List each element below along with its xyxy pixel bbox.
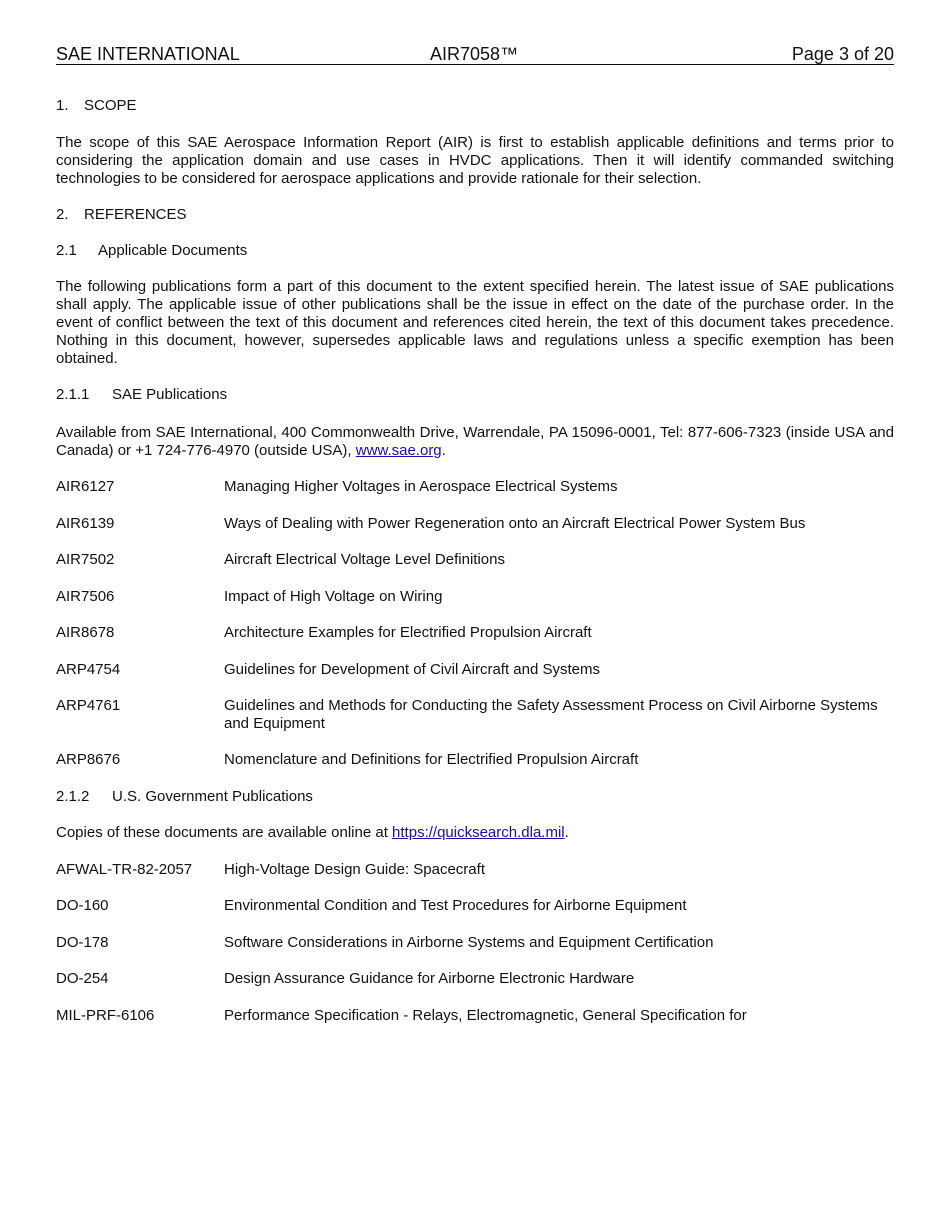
- reference-title: Guidelines for Development of Civil Aircraft and Systems: [224, 661, 600, 678]
- section-number: 2.1.1: [56, 386, 90, 403]
- intro-text: Available from SAE International, 400 Commonwealth Drive, Warrendale, PA 15096-0001, Tel: 877-606-7323 (inside USA and Canada) or +1 724-776-4970 (outside USA),: [56, 424, 894, 459]
- section-title: Applicable Documents: [98, 242, 248, 259]
- reference-id: MIL-PRF-6106: [56, 1007, 155, 1024]
- section-heading-applicable-documents: [56, 242, 894, 260]
- section-heading-government-publications: [56, 788, 894, 806]
- reference-title: High-Voltage Design Guide: Spacecraft: [224, 861, 485, 878]
- page-header: [56, 44, 894, 65]
- section-heading-scope: [56, 97, 894, 115]
- section-heading-references: [56, 206, 894, 224]
- reference-title: Design Assurance Guidance for Airborne Electronic Hardware: [224, 970, 635, 987]
- sae-publications-intro: [56, 424, 894, 460]
- section-heading-sae-publications: [56, 386, 894, 404]
- reference-title: Nomenclature and Definitions for Electrified Propulsion Aircraft: [224, 751, 639, 768]
- reference-title: Software Considerations in Airborne Systems and Equipment Certification: [224, 934, 714, 951]
- reference-id: AFWAL-TR-82-2057: [56, 861, 193, 878]
- section-title: SCOPE: [84, 97, 137, 114]
- header-org: SAE INTERNATIONAL: [56, 44, 240, 64]
- reference-id: AIR8678: [56, 624, 115, 641]
- reference-title: Performance Specification - Relays, Electromagnetic, General Specification for: [224, 1007, 747, 1024]
- reference-id: ARP4761: [56, 697, 121, 714]
- quicksearch-link[interactable]: https://quicksearch.dla.mil: [392, 824, 565, 841]
- reference-id: DO-178: [56, 934, 109, 951]
- reference-id: AIR7502: [56, 551, 115, 568]
- applicable-documents-paragraph: The following publications form a part of this document to the extent specified herein. The latest issue of SAE publications shall apply. The applicable issue of other publications shall be the issue in effect on the date of the purchase order. In the event of conflict between the text of this document and references cited herein, the text of this document takes precedence. Nothing in this document, however, supersedes applicable laws and regulations unless a specific exemption has been obtained.: [56, 278, 894, 367]
- reference-title: Environmental Condition and Test Procedures for Airborne Equipment: [224, 897, 687, 914]
- reference-title: Guidelines and Methods for Conducting the Safety Assessment Process on Civil Airborne Systems and Equipment: [224, 697, 878, 732]
- reference-id: AIR6139: [56, 515, 115, 532]
- government-publications-intro: [56, 824, 894, 842]
- reference-title: Managing Higher Voltages in Aerospace Electrical Systems: [224, 478, 618, 495]
- reference-id: ARP4754: [56, 661, 121, 678]
- reference-id: DO-160: [56, 897, 109, 914]
- reference-id: DO-254: [56, 970, 109, 987]
- intro-period: .: [564, 824, 569, 841]
- header-doc-id: AIR7058™: [430, 44, 519, 64]
- section-title: REFERENCES: [84, 206, 187, 223]
- reference-id: AIR6127: [56, 478, 115, 495]
- reference-id: ARP8676: [56, 751, 121, 768]
- reference-title: Aircraft Electrical Voltage Level Definitions: [224, 551, 505, 568]
- reference-title: Architecture Examples for Electrified Propulsion Aircraft: [224, 624, 592, 641]
- section-title: U.S. Government Publications: [112, 788, 313, 805]
- scope-paragraph: The scope of this SAE Aerospace Information Report (AIR) is first to establish applicable definitions and terms prior to considering the application domain and use cases in HVDC applications. Then it will identify commanded switching technologies to be considered for aerospace applications and provide rationale for their selection.: [56, 134, 894, 187]
- section-number: 2.: [56, 206, 69, 223]
- section-number: 1.: [56, 97, 69, 114]
- intro-text: Copies of these documents are available online at: [56, 824, 388, 841]
- reference-title: Impact of High Voltage on Wiring: [224, 588, 443, 605]
- header-page-number: Page 3 of 20: [791, 44, 894, 64]
- section-number: 2.1: [56, 242, 77, 259]
- intro-period: .: [441, 442, 446, 459]
- sae-website-link[interactable]: www.sae.org: [355, 442, 442, 459]
- reference-title: Ways of Dealing with Power Regeneration onto an Aircraft Electrical Power System Bus: [224, 515, 806, 532]
- section-number: 2.1.2: [56, 788, 90, 805]
- reference-id: AIR7506: [56, 588, 115, 605]
- section-title: SAE Publications: [112, 386, 228, 403]
